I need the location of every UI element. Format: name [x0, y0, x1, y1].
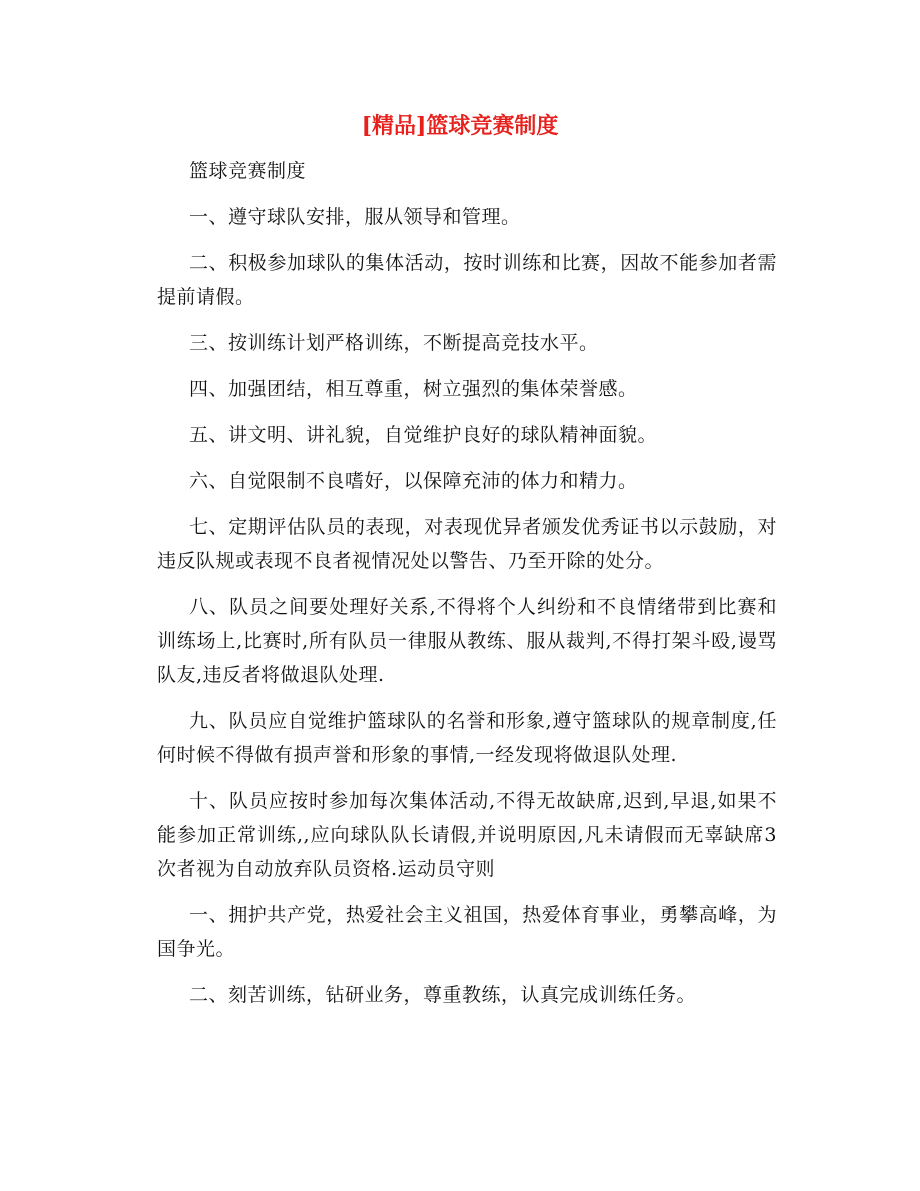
document-body [157, 154, 777, 1024]
paragraph-athlete-rule-2: 二、刻苦训练，钻研业务，尊重教练，认真完成训练任务。 [189, 984, 697, 1006]
paragraph-rule-8: 八、队员之间要处理好关系,不得将个人纠纷和不良情绪带到比赛和训练场上,比赛时,所有队员一律服从教练、服从裁判,不得打架斗殴,谩骂队友,违反者将做退队处理. [157, 596, 777, 686]
paragraph-rule-5: 五、讲文明、讲礼貌，自觉维护良好的球队精神面貌。 [189, 424, 658, 446]
document-title: [精品]篮球竞赛制度 [361, 113, 559, 139]
paragraph-rule-2: 二、积极参加球队的集体活动，按时训练和比赛，因故不能参加者需提前请假。 [157, 252, 777, 308]
paragraph-rule-7: 七、定期评估队员的表现，对表现优异者颁发优秀证书以示鼓励，对违反队规或表现不良者视情况处以警告、乃至开除的处分。 [157, 516, 777, 572]
paragraph-rule-3: 三、按训练计划严格训练，不断提高竞技水平。 [189, 332, 599, 354]
paragraph-rule-10: 十、队员应按时参加每次集体活动,不得无故缺席,迟到,早退,如果不能参加正常训练,,应向球队队长请假,并说明原因,凡未请假而无辜缺席3次者视为自动放弃队员资格.运动员守则 [157, 790, 777, 880]
paragraph-athlete-rule-1: 一、拥护共产党，热爱社会主义祖国，热爱体育事业，勇攀高峰，为国争光。 [157, 904, 777, 960]
paragraph-rule-6: 六、自觉限制不良嗜好，以保障充沛的体力和精力。 [189, 470, 638, 492]
paragraph-rule-1: 一、遵守球队安排，服从领导和管理。 [189, 206, 521, 228]
paragraph-rule-4: 四、加强团结，相互尊重，树立强烈的集体荣誉感。 [189, 378, 638, 400]
paragraph-subtitle: 篮球竞赛制度 [189, 160, 307, 182]
paragraph-rule-9: 九、队员应自觉维护篮球队的名誉和形象,遵守篮球队的规章制度,任何时候不得做有损声誉和形象的事情,一经发现将做退队处理. [157, 710, 777, 766]
